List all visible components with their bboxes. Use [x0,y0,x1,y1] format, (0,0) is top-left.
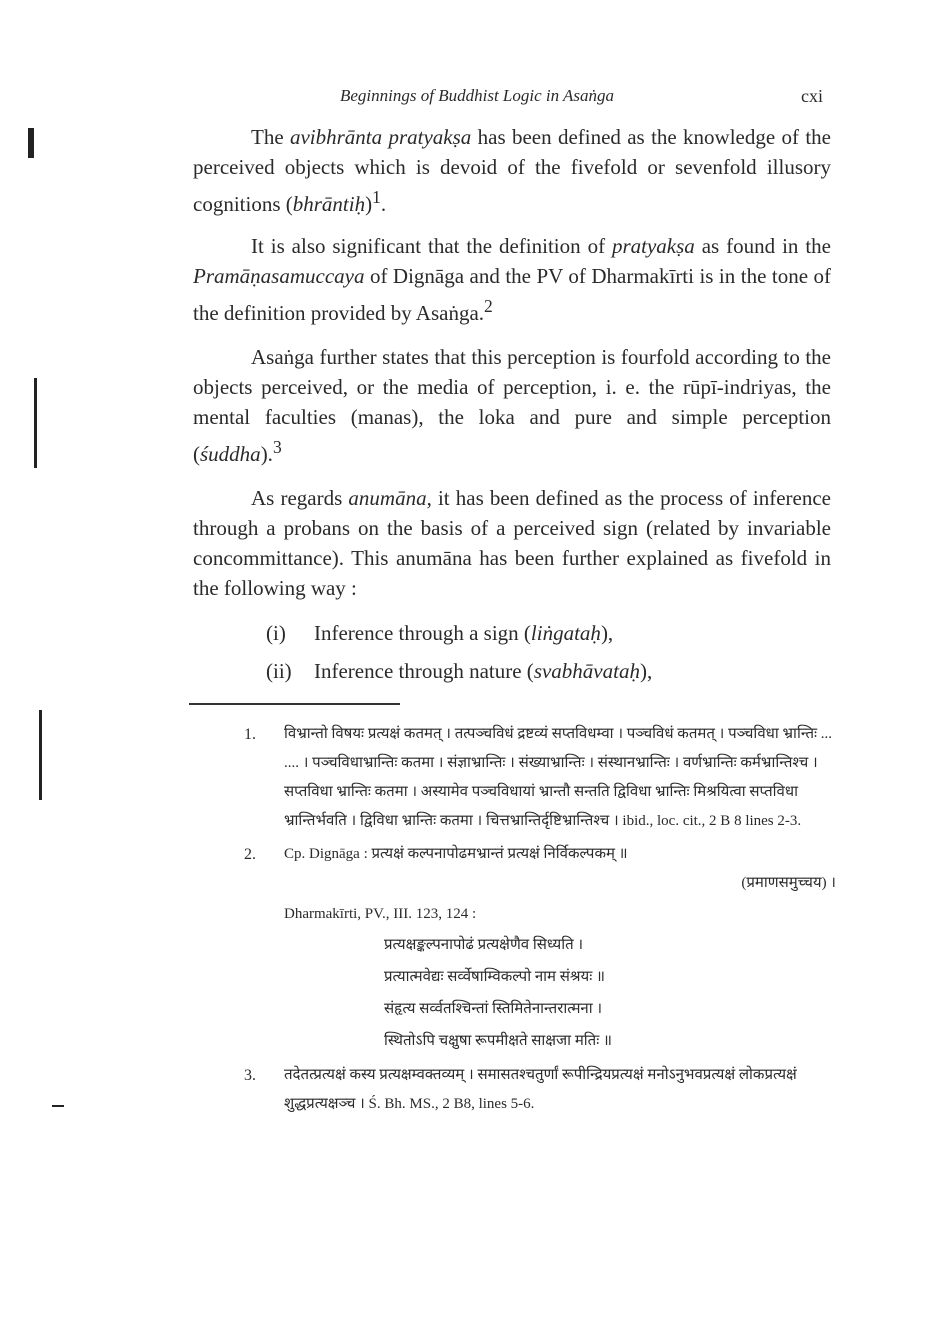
footnote-source: (प्रमाणसमुच्चय) । [741,875,836,891]
scan-mark [34,378,37,468]
page-header [0,86,939,114]
verse-line: स्थितोऽपि चक्षुषा रूपमीक्षते साक्षजा मतिः ॥ [384,1033,612,1049]
page-number: cxi [801,86,823,106]
verse-line: प्रत्यक्षङ्कल्पनापोढं प्रत्यक्षेणैव सिध्यति । [384,937,584,953]
paragraph: It is also significant that the definition of pratyakṣa as found in the Pramāṇasamuccaya of Dignāga and the PV of Dharmakīrti is in the tone of the definition provided by Asaṅga.$^2$ [193,234,831,325]
footnote-ref: 3 [272,437,282,457]
footnote-ref: 2 [484,296,493,316]
footnote-3: 3. तदेतत्प्रत्यक्षं कस्य प्रत्यक्षम्वक्तव्यम् । समासतश्चतुर्णां रूपीन्द्रियप्रत्यक्षं मनोऽनुभवप्रत्यक्षं लोकप्रत्यक्षं शुद्धप्रत्यक्षञ्च । Ś. Bh. MS., 2 B8, lines 5-6. [244,1067,797,1112]
scan-mark [52,1105,64,1107]
scan-mark [39,710,42,800]
footnotes [244,720,844,1123]
footnote-sanskrit: प्रत्यक्षं कल्पनापोढमभ्रान्तं प्रत्यक्षं निर्विकल्पकम् ॥ [371,846,628,862]
inference-list [266,614,652,690]
list-item: (i) Inference through a sign (liṅgataḥ), [266,621,614,645]
footnote-citation: Ś. Bh. MS., 2 B8, lines 5-6. [368,1096,535,1112]
footnote-sanskrit: विभ्रान्तो विषयः प्रत्यक्षं कतमत् । तत्पञ्चविधं द्रष्टव्यं सप्तविधम्वा । पञ्चविधं कतमत् । पञ्चविधा भ्रान्तिः ... .... । पञ्चविधाभ्रान्तिः कतमा । संज्ञाभ्रान्तिः । संख्याभ्रान्तिः । संस्थानभ्रान्तिः । वर्णभ्रान्तिः कर्मभ्रान्तिश्च । सप्तविधा भ्रान्तिः कतमा । अस्यामेव पञ्चविधायां भ्रान्तौ सन्तति द्विविधा भ्रान्तिः मिश्रयित्वा सप्तविधा भ्रान्तिर्भवति । द्विविधा भ्रान्तिः कतमा । चित्तभ्रान्तिर्दृष्टिभ्रान्तिश्च । [284,726,833,829]
paragraph: Asaṅga further states that this perception is fourfold according to the objects perceived, or the media of perception, i. e. the rūpī-indriyas, the mental faculties (manas), the loka and pure and simple perception (śuddha).$^3$ [193,345,831,466]
footnote-ref: 1 [372,187,381,207]
paragraph: The avibhrānta pratyakṣa has been defined as the knowledge of the perceived objects which is devoid of the fivefold or sevenfold illusory cognitions (bhrāntiḥ)$^1$. [193,125,832,216]
list-item: (ii) Inference through nature (svabhāvataḥ), [266,659,653,683]
footnote-1: 1. विभ्रान्तो विषयः प्रत्यक्षं कतमत् । तत्पञ्चविधं द्रष्टव्यं सप्तविधम्वा । पञ्चविधं कतमत् । पञ्चविधा भ्रान्तिः ... .... । पञ्चविधाभ्रान्तिः कतमा । संज्ञाभ्रान्तिः । संख्याभ्रान्तिः । संस्थानभ्रान्तिः । वर्णभ्रान्तिः कर्मभ्रान्तिश्च । सप्तविधा भ्रान्तिः कतमा । अस्यामेव पञ्चविधायां भ्रान्तौ सन्तति द्विविधा भ्रान्तिः मिश्रयित्वा सप्तविधा भ्रान्तिर्भवति । द्विविधा भ्रान्तिः कतमा । चित्तभ्रान्तिर्दृष्टिभ्रान्तिश्च । ibid., loc. cit., 2 B 8 lines 2-3. [244,726,833,829]
footnote-sanskrit: तदेतत्प्रत्यक्षं कस्य प्रत्यक्षम्वक्तव्यम् । समासतश्चतुर्णां रूपीन्द्रियप्रत्यक्षं मनोऽनुभवप्रत्यक्षं लोकप्रत्यक्षं शुद्धप्रत्यक्षञ्च । [284,1067,797,1112]
footnote-divider [189,703,400,705]
footnote-citation: ibid., loc. cit., 2 B 8 lines 2-3. [622,813,802,829]
paragraph: As regards anumāna, it has been defined as the process of inference through a probans on the basis of a perceived sign (related by invariable concommittance). This anumāna has been further explained as fivefold in the following way : [193,486,832,600]
footnote-citation: Dharmakīrti, PV., III. 123, 124 : [284,906,477,922]
scan-mark [28,128,34,158]
verse-line: संहृत्य सर्व्वतश्चिन्तां स्तिमितेनान्तरात्मना । [384,1001,603,1017]
body-text [193,122,831,617]
running-title: Beginnings of Buddhist Logic in Asaṅga [340,86,615,105]
verse-line: प्रत्यात्मवेद्यः सर्व्वेषाम्विकल्पो नाम संश्रयः ॥ [384,969,605,985]
footnote-2: 2. Cp. Dignāga : प्रत्यक्षं कल्पनापोढमभ्रान्तं प्रत्यक्षं निर्विकल्पकम् ॥ (प्रमाणसमुच्चय) । Dharmakīrti, PV., III. 123, 124 : प्रत्यक्षङ्कल्पनापोढं प्रत्यक्षेणैव सिध्यति । प्रत्यात्मवेद्यः सर्व्वेषाम्विकल्पो नाम संश्रयः ॥ संहृत्य सर्व्वतश्चिन्तां स्तिमितेनान्तरात्मना । स्थितोऽपि चक्षुषा रूपमीक्षते साक्षजा मतिः ॥ [244,840,844,1057]
